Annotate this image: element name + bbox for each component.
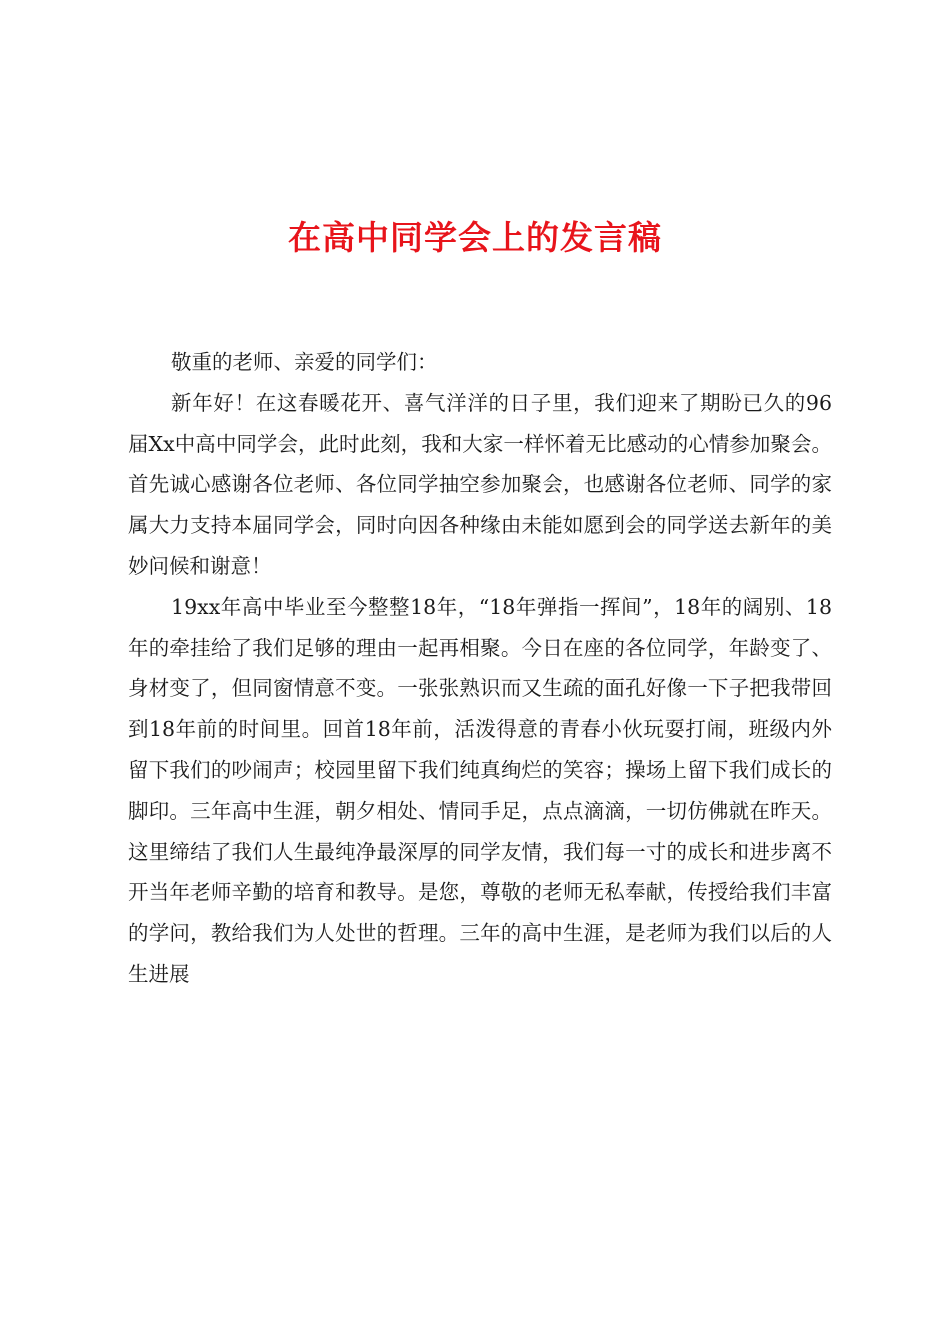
paragraph-1: 新年好！在这春暖花开、喜气洋洋的日子里，我们迎来了期盼已久的96届Xx中高中同学会，此时此刻，我和大家一样怀着无比感动的心情参加聚会。首先诚心感谢各位老师、各位同学抽空参加聚会，也感谢各位老师、同学的家属大力支持本届同学会，同时向因各种缘由未能如愿到会的同学送去新年的美妙问候和谢意！: [128, 390, 832, 578]
paragraph-2: 19xx年高中毕业至今整整18年，“18年弹指一挥间”，18年的阔别、18年的牵挂给了我们足够的理由一起再相聚。今日在座的各位同学，年龄变了、身材变了，但同窗情意不变。一张张熟识而又生疏的面孔好像一下子把我带回到18年前的时间里。回首18年前，活泼得意的青春小伙玩耍打闹，班级内外留下我们的吵闹声；校园里留下我们纯真绚烂的笑容；操场上留下我们成长的脚印。三年高中生涯，朝夕相处、情同手足，点点滴滴，一切仿佛就在昨天。这里缔结了我们人生最纯净最深厚的同学友情，我们每一寸的成长和进步离不开当年老师辛勤的培育和教导。是您，尊敬的老师无私奉献，传授给我们丰富的学问，教给我们为人处世的哲理。三年的高中生涯，是老师为我们以后的人生进展: [128, 594, 832, 986]
document-body: [128, 342, 832, 995]
document-title: 在高中同学会上的发言稿: [288, 218, 662, 257]
salutation: 敬重的老师、亲爱的同学们：: [171, 350, 438, 374]
